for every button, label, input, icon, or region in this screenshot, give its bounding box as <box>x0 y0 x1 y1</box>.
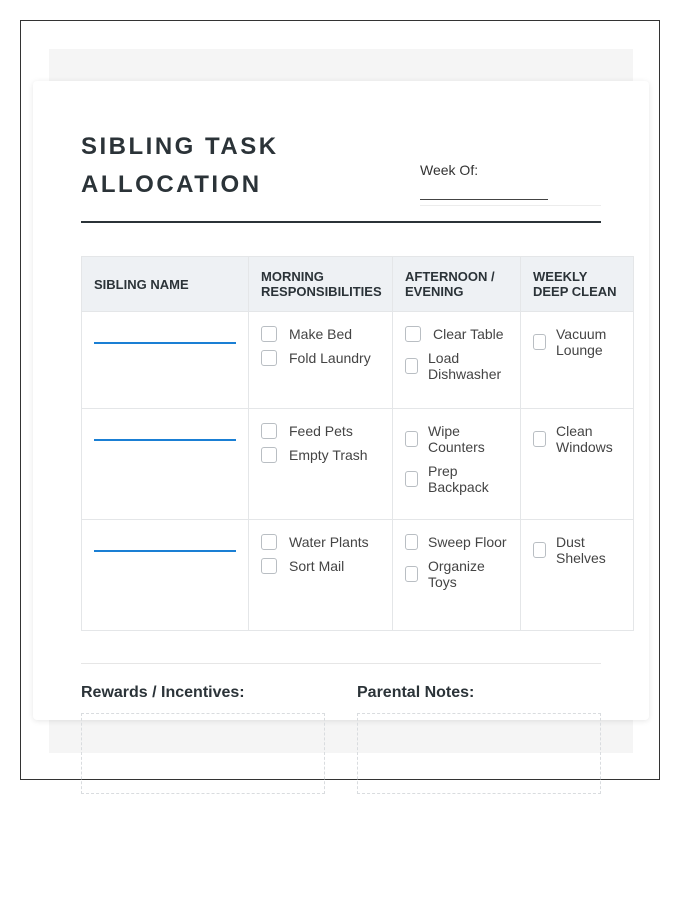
task-label: Clear Table <box>433 326 504 342</box>
sibling-name-cell <box>82 312 249 409</box>
checkbox[interactable] <box>405 431 418 447</box>
task-label: Make Bed <box>289 326 353 342</box>
weekly-cell <box>521 520 634 631</box>
checkbox[interactable] <box>261 558 277 574</box>
checkbox[interactable] <box>405 534 418 550</box>
sibling-name-cell <box>82 409 249 520</box>
table-row <box>82 312 634 409</box>
task-label: Dust Shelves <box>556 534 606 566</box>
afternoon-cell <box>393 520 521 631</box>
checkbox[interactable] <box>405 358 418 374</box>
task-label: Load Dishwasher <box>428 350 502 382</box>
column-header: SIBLING NAME <box>82 257 249 312</box>
week-of-divider <box>420 205 601 206</box>
checkbox[interactable] <box>405 471 418 487</box>
task-item[interactable] <box>261 558 380 574</box>
task-label: Empty Trash <box>289 447 368 463</box>
task-item[interactable] <box>533 423 621 455</box>
table-row <box>82 520 634 631</box>
checkbox[interactable] <box>533 542 546 558</box>
notes-label: Parental Notes: <box>357 684 475 701</box>
task-label: Clean Windows <box>556 423 613 455</box>
afternoon-cell <box>393 409 521 520</box>
task-item[interactable] <box>405 350 508 382</box>
section-divider <box>81 663 601 664</box>
column-header: AFTERNOON / EVENING <box>393 257 521 312</box>
task-label: Vacuum Lounge <box>556 326 607 358</box>
checkbox[interactable] <box>533 431 546 447</box>
checkbox[interactable] <box>533 334 546 350</box>
sibling-name-cell <box>82 520 249 631</box>
checkbox[interactable] <box>405 566 418 582</box>
weekly-cell <box>521 409 634 520</box>
checkbox[interactable] <box>405 326 421 342</box>
task-item[interactable] <box>261 350 380 366</box>
task-item[interactable] <box>533 534 621 566</box>
notes-input-area[interactable] <box>357 713 601 794</box>
week-of-label: Week Of: <box>420 162 479 178</box>
page-title: SIBLING TASK ALLOCATION <box>81 133 279 198</box>
top-band <box>49 49 633 81</box>
week-of-field[interactable] <box>420 199 548 200</box>
task-item[interactable] <box>405 534 508 550</box>
task-label: Water Plants <box>289 534 369 550</box>
column-header: MORNING RESPONSIBILITIES <box>249 257 393 312</box>
title-divider <box>81 221 601 223</box>
task-item[interactable] <box>261 447 380 463</box>
checkbox[interactable] <box>261 447 277 463</box>
checkbox[interactable] <box>261 326 277 342</box>
task-label: Organize Toys <box>428 558 485 590</box>
task-label: Feed Pets <box>289 423 353 439</box>
sibling-name-field[interactable] <box>94 439 236 441</box>
task-item[interactable] <box>533 326 621 358</box>
task-label: Fold Laundry <box>289 350 371 366</box>
task-table <box>81 256 634 631</box>
task-item[interactable] <box>261 423 380 439</box>
task-label: Prep Backpack <box>428 463 489 495</box>
task-item[interactable] <box>261 534 380 550</box>
table-row <box>82 409 634 520</box>
afternoon-cell <box>393 312 521 409</box>
table-header-row <box>82 257 634 312</box>
checkbox[interactable] <box>261 534 277 550</box>
task-label: Sweep Floor <box>428 534 507 550</box>
task-item[interactable] <box>405 463 508 495</box>
sibling-name-field[interactable] <box>94 550 236 552</box>
checkbox[interactable] <box>261 350 277 366</box>
task-item[interactable] <box>405 558 508 590</box>
column-header: WEEKLY DEEP CLEAN <box>521 257 634 312</box>
weekly-cell <box>521 312 634 409</box>
task-item[interactable] <box>405 326 508 342</box>
morning-cell <box>249 520 393 631</box>
rewards-label: Rewards / Incentives: <box>81 684 245 701</box>
task-label: Wipe Counters <box>428 423 485 455</box>
rewards-input-area[interactable] <box>81 713 325 794</box>
morning-cell <box>249 312 393 409</box>
task-item[interactable] <box>405 423 508 455</box>
morning-cell <box>249 409 393 520</box>
sibling-name-field[interactable] <box>94 342 236 344</box>
checkbox[interactable] <box>261 423 277 439</box>
task-label: Sort Mail <box>289 558 345 574</box>
task-item[interactable] <box>261 326 380 342</box>
